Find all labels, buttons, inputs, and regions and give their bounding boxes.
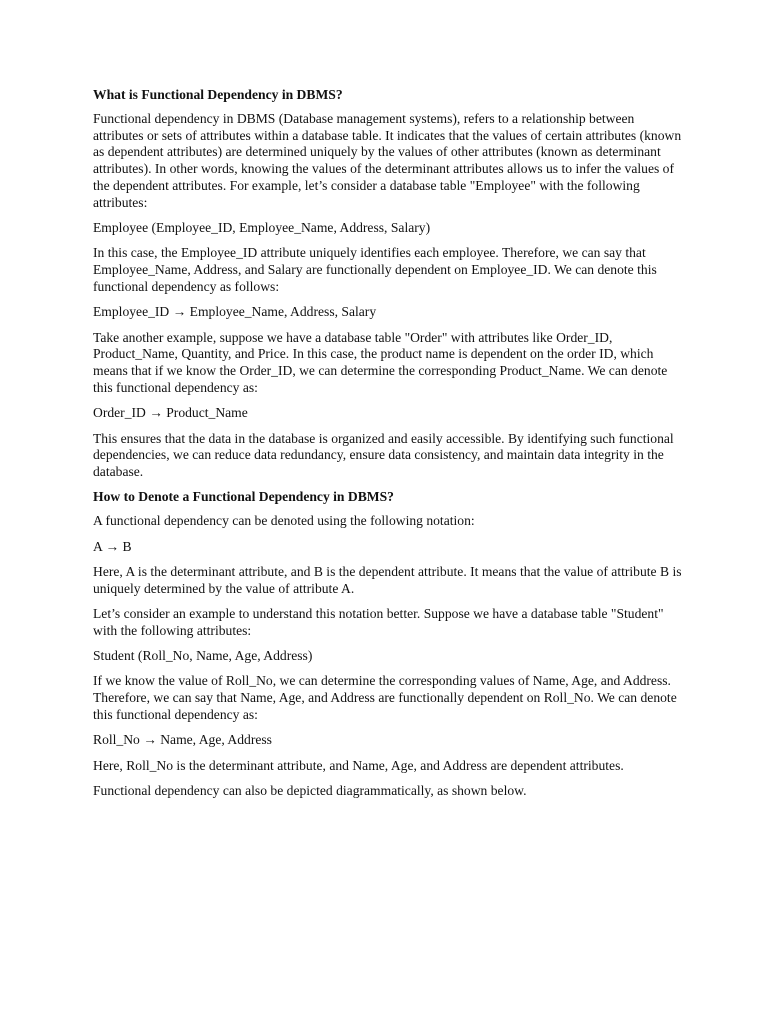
paragraph-student-explanation: If we know the value of Roll_No, we can determine the corresponding values of Name, Age, and Address. Therefore, we can say that Name, Age, and Address are functionally dependent on Roll_No. We can denote this functional dependency as: (93, 673, 677, 722)
section-heading-what-is-fd: What is Functional Dependency in DBMS? (93, 87, 343, 102)
notation-order-fd: Order_ID → Product_Name (93, 405, 248, 421)
notation-a-to-b: A → B (93, 538, 132, 554)
section-heading-how-to-denote: How to Denote a Functional Dependency in DBMS? (93, 489, 394, 505)
paragraph-student-intro: Let’s consider an example to understand this notation better. Suppose we have a database table "Student" with the following attributes: (93, 605, 664, 638)
example-student-schema: Student (Roll_No, Name, Age, Address) (93, 648, 313, 664)
paragraph-fd-definition: Functional dependency in DBMS (Database management systems), refers to a relationship between attributes or sets of attributes within a database table. It indicates that the values of certain attributes (known as dependent attributes) are determined uniquely by the values of other attributes (known as determinant attributes). In other words, knowing the values of the determinant attributes allows us to infer the values of the dependent attributes. For example, let’s consider a database table "Employee" with the following attributes: (93, 110, 682, 210)
example-employee-schema: Employee (Employee_ID, Employee_Name, Address, Salary) (93, 220, 431, 236)
paragraph-notation-intro: A functional dependency can be denoted using the following notation: (93, 513, 475, 529)
notation-student-fd: Roll_No → Name, Age, Address (93, 732, 272, 748)
paragraph-determinant-explanation: Here, A is the determinant attribute, and B is the dependent attribute. It means that the value of attribute B is uniquely determined by the value of attribute A. (93, 563, 682, 596)
paragraph-diagram-note: Functional dependency can also be depicted diagrammatically, as shown below. (93, 782, 527, 798)
notation-employee-fd: Employee_ID → Employee_Name, Address, Salary (93, 304, 377, 320)
paragraph-benefits: This ensures that the data in the database is organized and easily accessible. By identifying such functional dependencies, we can reduce data redundancy, ensure data consistency, and maintain data integrity in the database. (93, 430, 674, 480)
paragraph-order-example: Take another example, suppose we have a database table "Order" with attributes like Order_ID, Product_Name, Quantity, and Price. In this case, the product name is dependent on the order ID, which means that if we know the Order_ID, we can determine the corresponding Product_Name. We can denote this functional dependency as: (93, 329, 668, 395)
document-page (93, 87, 683, 808)
paragraph-employee-explanation: In this case, the Employee_ID attribute uniquely identifies each employee. Therefore, we can say that Employee_Name, Address, and Salary are functionally dependent on Employee_ID. We can denote this functional dependency as follows: (93, 245, 657, 294)
paragraph-student-determinant: Here, Roll_No is the determinant attribute, and Name, Age, and Address are dependent attributes. (93, 757, 624, 773)
